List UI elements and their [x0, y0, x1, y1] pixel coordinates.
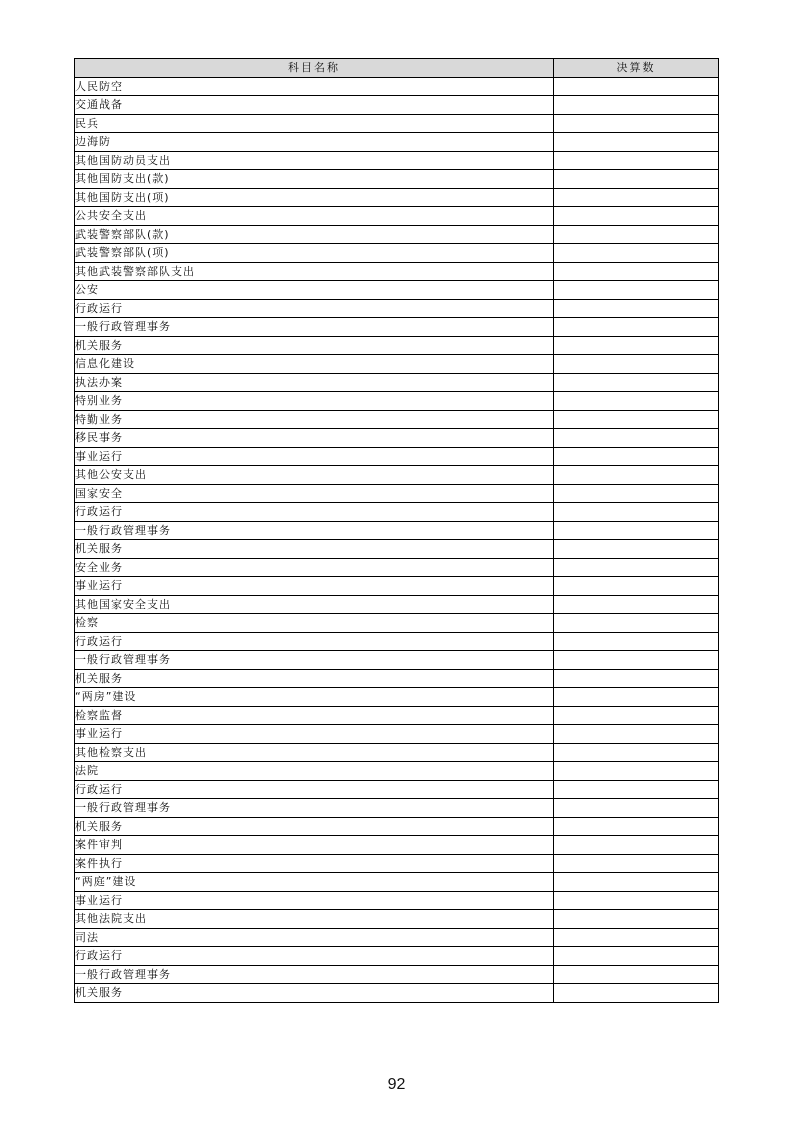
final-amount-cell: [554, 928, 719, 947]
final-amount-cell: [554, 780, 719, 799]
table-row: [75, 780, 719, 799]
subject-name-cell: 民兵: [75, 114, 554, 133]
subject-name-cell: 机关服务: [75, 336, 554, 355]
final-amount-cell: [554, 947, 719, 966]
subject-name-cell: 机关服务: [75, 540, 554, 559]
final-amount-cell: [554, 762, 719, 781]
subject-name-cell: 一般行政管理事务: [75, 965, 554, 984]
final-amount-cell: [554, 651, 719, 670]
final-amount-cell: [554, 540, 719, 559]
subject-name-cell: 行政运行: [75, 780, 554, 799]
final-amount-cell: [554, 77, 719, 96]
table-row: [75, 281, 719, 300]
final-amount-cell: [554, 873, 719, 892]
final-amount-cell: [554, 836, 719, 855]
subject-name-cell: 边海防: [75, 133, 554, 152]
subject-name-cell: 其他武装警察部队支出: [75, 262, 554, 281]
subject-name-cell: 其他法院支出: [75, 910, 554, 929]
final-amount-cell: [554, 355, 719, 374]
subject-name-cell: 一般行政管理事务: [75, 521, 554, 540]
final-amount-cell: [554, 244, 719, 263]
subject-name-cell: 信息化建设: [75, 355, 554, 374]
subject-name-cell: 事业运行: [75, 725, 554, 744]
subject-name-cell: 交通战备: [75, 96, 554, 115]
table-row: [75, 429, 719, 448]
table-row: [75, 96, 719, 115]
subject-name-cell: 移民事务: [75, 429, 554, 448]
subject-name-cell: 特别业务: [75, 392, 554, 411]
final-amount-cell: [554, 429, 719, 448]
final-amount-cell: [554, 114, 719, 133]
table-row: [75, 207, 719, 226]
table-body: [75, 77, 719, 1002]
table-row: [75, 373, 719, 392]
subject-name-cell: 行政运行: [75, 503, 554, 522]
final-amount-cell: [554, 466, 719, 485]
header-final-amount: 决算数: [554, 59, 719, 78]
table-row: [75, 299, 719, 318]
subject-name-cell: 机关服务: [75, 669, 554, 688]
subject-name-cell: 公安: [75, 281, 554, 300]
table-row: [75, 484, 719, 503]
subject-name-cell: 事业运行: [75, 447, 554, 466]
table-row: [75, 244, 719, 263]
final-amount-cell: [554, 318, 719, 337]
table-row: [75, 947, 719, 966]
subject-name-cell: 一般行政管理事务: [75, 318, 554, 337]
table-row: [75, 706, 719, 725]
final-amount-cell: [554, 595, 719, 614]
final-amount-cell: [554, 484, 719, 503]
final-amount-cell: [554, 910, 719, 929]
header-row: [75, 59, 719, 78]
table-row: [75, 984, 719, 1003]
subject-name-cell: 国家安全: [75, 484, 554, 503]
table-row: [75, 632, 719, 651]
table-row: [75, 854, 719, 873]
subject-name-cell: “两庭”建设: [75, 873, 554, 892]
final-amount-cell: [554, 817, 719, 836]
final-amount-cell: [554, 133, 719, 152]
table-row: [75, 725, 719, 744]
subject-name-cell: 安全业务: [75, 558, 554, 577]
final-amount-cell: [554, 854, 719, 873]
page-number: 92: [387, 1076, 406, 1093]
final-amount-cell: [554, 614, 719, 633]
final-amount-cell: [554, 207, 719, 226]
final-amount-cell: [554, 262, 719, 281]
subject-name-cell: 其他国防支出(项): [75, 188, 554, 207]
table-row: [75, 318, 719, 337]
table-row: [75, 225, 719, 244]
final-amount-cell: [554, 521, 719, 540]
subject-name-cell: 人民防空: [75, 77, 554, 96]
final-amount-cell: [554, 336, 719, 355]
table-row: [75, 336, 719, 355]
subject-name-cell: 机关服务: [75, 984, 554, 1003]
final-amount-cell: [554, 688, 719, 707]
final-amount-cell: [554, 984, 719, 1003]
subject-name-cell: 检察: [75, 614, 554, 633]
table-row: [75, 133, 719, 152]
final-amount-cell: [554, 225, 719, 244]
subject-name-cell: 行政运行: [75, 632, 554, 651]
final-amount-cell: [554, 447, 719, 466]
table-row: [75, 928, 719, 947]
subject-name-cell: 案件审判: [75, 836, 554, 855]
subject-name-cell: 其他国家安全支出: [75, 595, 554, 614]
table-row: [75, 114, 719, 133]
table-row: [75, 410, 719, 429]
final-amount-cell: [554, 96, 719, 115]
final-amount-cell: [554, 299, 719, 318]
subject-name-cell: “两房”建设: [75, 688, 554, 707]
table-row: [75, 503, 719, 522]
table-row: [75, 651, 719, 670]
subject-name-cell: 机关服务: [75, 817, 554, 836]
table-row: [75, 910, 719, 929]
subject-name-cell: 法院: [75, 762, 554, 781]
subject-name-cell: 行政运行: [75, 947, 554, 966]
table-row: [75, 873, 719, 892]
budget-table-container: [74, 58, 718, 1003]
table-row: [75, 688, 719, 707]
table-row: [75, 595, 719, 614]
final-amount-cell: [554, 706, 719, 725]
subject-name-cell: 一般行政管理事务: [75, 651, 554, 670]
final-amount-cell: [554, 188, 719, 207]
subject-name-cell: 执法办案: [75, 373, 554, 392]
subject-name-cell: 检察监督: [75, 706, 554, 725]
subject-name-cell: 武装警察部队(款): [75, 225, 554, 244]
table-row: [75, 891, 719, 910]
budget-table: [74, 58, 719, 1003]
final-amount-cell: [554, 743, 719, 762]
final-amount-cell: [554, 632, 719, 651]
subject-name-cell: 一般行政管理事务: [75, 799, 554, 818]
final-amount-cell: [554, 410, 719, 429]
final-amount-cell: [554, 281, 719, 300]
table-row: [75, 540, 719, 559]
final-amount-cell: [554, 577, 719, 596]
table-row: [75, 466, 719, 485]
final-amount-cell: [554, 373, 719, 392]
table-row: [75, 355, 719, 374]
header-subject-name: 科目名称: [75, 59, 554, 78]
table-row: [75, 262, 719, 281]
table-row: [75, 392, 719, 411]
final-amount-cell: [554, 965, 719, 984]
final-amount-cell: [554, 170, 719, 189]
subject-name-cell: 其他国防动员支出: [75, 151, 554, 170]
table-row: [75, 170, 719, 189]
table-row: [75, 77, 719, 96]
table-row: [75, 151, 719, 170]
subject-name-cell: 司法: [75, 928, 554, 947]
final-amount-cell: [554, 392, 719, 411]
final-amount-cell: [554, 891, 719, 910]
table-row: [75, 669, 719, 688]
table-row: [75, 558, 719, 577]
subject-name-cell: 其他检察支出: [75, 743, 554, 762]
subject-name-cell: 特勤业务: [75, 410, 554, 429]
final-amount-cell: [554, 503, 719, 522]
table-row: [75, 743, 719, 762]
table-row: [75, 521, 719, 540]
table-row: [75, 447, 719, 466]
table-header: [75, 59, 719, 78]
table-row: [75, 965, 719, 984]
table-row: [75, 577, 719, 596]
table-row: [75, 614, 719, 633]
table-row: [75, 188, 719, 207]
final-amount-cell: [554, 151, 719, 170]
subject-name-cell: 行政运行: [75, 299, 554, 318]
final-amount-cell: [554, 725, 719, 744]
subject-name-cell: 武装警察部队(项): [75, 244, 554, 263]
final-amount-cell: [554, 558, 719, 577]
final-amount-cell: [554, 669, 719, 688]
subject-name-cell: 事业运行: [75, 577, 554, 596]
table-row: [75, 762, 719, 781]
table-row: [75, 836, 719, 855]
table-row: [75, 799, 719, 818]
subject-name-cell: 案件执行: [75, 854, 554, 873]
table-row: [75, 817, 719, 836]
subject-name-cell: 其他国防支出(款): [75, 170, 554, 189]
subject-name-cell: 事业运行: [75, 891, 554, 910]
subject-name-cell: 公共安全支出: [75, 207, 554, 226]
final-amount-cell: [554, 799, 719, 818]
subject-name-cell: 其他公安支出: [75, 466, 554, 485]
